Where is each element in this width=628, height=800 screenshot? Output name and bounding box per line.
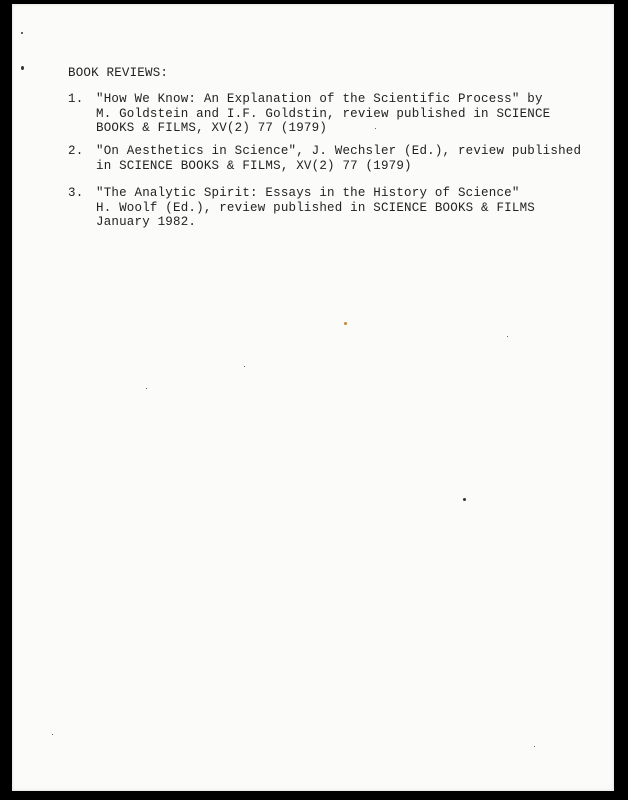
item-number: 2. xyxy=(68,144,84,158)
item-line: in SCIENCE BOOKS & FILMS, XV(2) 77 (1979) xyxy=(96,158,412,173)
scan-speck xyxy=(463,498,466,501)
section-heading: BOOK REVIEWS: xyxy=(68,66,169,80)
document-page xyxy=(12,4,614,791)
item-number: 1. xyxy=(68,92,84,106)
scan-speck xyxy=(344,322,347,325)
scan-speck xyxy=(534,746,535,747)
item-line: "The Analytic Spirit: Essays in the History of Science" xyxy=(96,186,520,200)
item-line: M. Goldstein and I.F. Goldstin, review published in SCIENCE xyxy=(96,106,551,121)
item-line: "How We Know: An Explanation of the Scientific Process" by xyxy=(96,92,543,106)
item-number: 3. xyxy=(68,186,84,200)
review-item-3 xyxy=(68,186,588,236)
scan-speck xyxy=(21,32,23,34)
scan-speck xyxy=(52,734,53,735)
item-line: "On Aesthetics in Science", J. Wechsler (Ed.), review published xyxy=(96,144,582,158)
scan-speck xyxy=(244,366,245,367)
review-item-1 xyxy=(68,92,588,142)
item-text xyxy=(96,92,550,136)
item-line: January 1982. xyxy=(96,215,197,229)
item-line: BOOKS & FILMS, XV(2) 77 (1979) xyxy=(96,121,328,135)
item-text xyxy=(96,186,535,230)
scan-speck xyxy=(507,336,508,337)
item-line: H. Woolf (Ed.), review published in SCIENCE BOOKS & FILMS xyxy=(96,200,535,215)
scan-speck xyxy=(146,388,147,389)
item-text xyxy=(96,144,581,173)
scan-speck xyxy=(21,66,24,70)
scan-speck xyxy=(375,128,376,129)
